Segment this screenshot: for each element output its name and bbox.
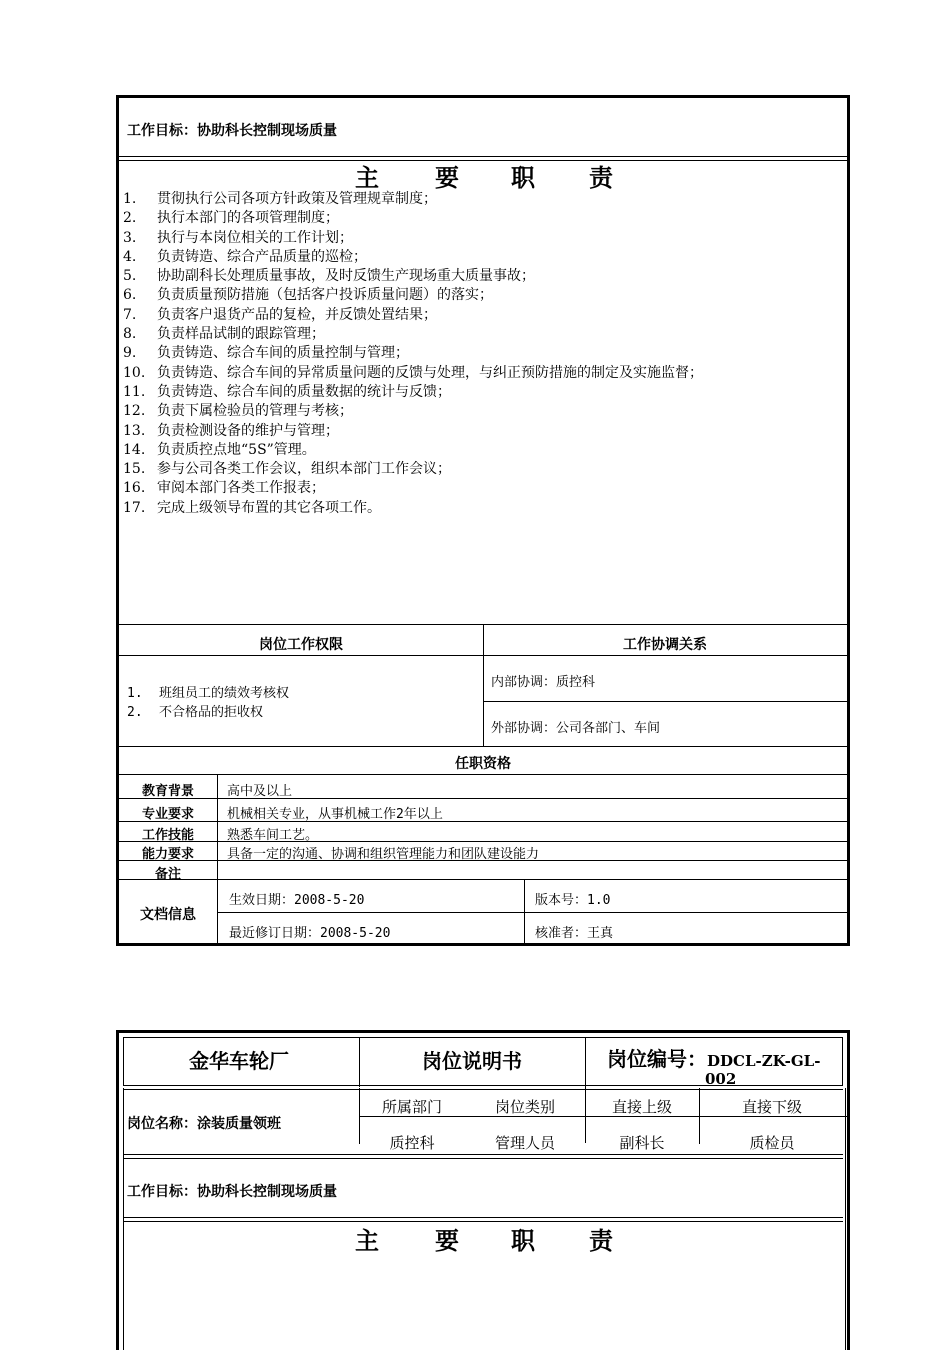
work-goal: 工作目标：协助科长控制现场质量 xyxy=(127,123,337,139)
duty-item: 13. 负责检测设备的维护与管理； xyxy=(123,422,339,439)
duty-item: 7. 负责客户退货产品的复检，并反馈处置结果； xyxy=(123,306,437,323)
approver: 核准者：王真 xyxy=(535,926,614,941)
duties-title-char: 要 xyxy=(435,163,459,192)
divider xyxy=(845,1088,846,1350)
qualification-label: 专业要求 xyxy=(141,807,194,822)
authority-list xyxy=(127,684,289,722)
duty-item: 17. 完成上级领导布置的其它各项工作。 xyxy=(123,499,381,516)
divider xyxy=(483,701,847,702)
divider xyxy=(119,746,847,747)
duty-item: 6. 负责质量预防措施（包括客户投诉质量问题）的落实； xyxy=(123,287,493,304)
qualification-header: 任职资格 xyxy=(455,756,511,772)
qualification-value: 高中及以上 xyxy=(227,784,293,799)
duty-item: 10. 负责铸造、综合车间的异常质量问题的反馈与处理，与纠正预防措施的制定及实施监督； xyxy=(123,364,703,381)
info-value: 质检员 xyxy=(749,1134,795,1152)
divider xyxy=(119,860,847,861)
duties-title-char: 要 xyxy=(435,1226,459,1255)
effective-date: 生效日期：2008-5-20 xyxy=(229,893,365,908)
duty-item: 14. 负责质控点地“5S”管理。 xyxy=(123,441,316,458)
duty-item: 2. 执行本部门的各项管理制度； xyxy=(123,210,339,227)
duty-item: 1. 贯彻执行公司各项方针政策及管理规章制度； xyxy=(123,191,437,207)
info-header: 直接上级 xyxy=(611,1098,672,1116)
info-value: 质控科 xyxy=(389,1134,435,1152)
duty-item: 12. 负责下属检验员的管理与考核； xyxy=(123,403,353,420)
duties-title-char: 主 xyxy=(355,163,379,192)
work-goal: 工作目标：协助科长控制现场质量 xyxy=(127,1184,337,1200)
duty-item: 5. 协助副科长处理质量事故，及时反馈生产现场重大质量事故； xyxy=(123,268,535,285)
duty-item: 16. 审阅本部门各类工作报表； xyxy=(123,480,325,497)
duties-title-char: 责 xyxy=(589,163,613,192)
revision-date: 最近修订日期：2008-5-20 xyxy=(229,926,391,941)
duties-title-char: 职 xyxy=(511,163,535,192)
duty-item: 9. 负责铸造、综合车间的质量控制与管理； xyxy=(123,345,409,362)
divider xyxy=(119,841,847,842)
qualification-label: 工作技能 xyxy=(141,828,194,843)
duties-list-area xyxy=(119,190,847,620)
info-value: 副科长 xyxy=(619,1134,665,1152)
duty-item: 15. 参与公司各类工作会议，组织本部门工作会议； xyxy=(123,461,451,478)
divider xyxy=(119,774,847,775)
authority-item: 1. 班组员工的绩效考核权 xyxy=(127,686,290,701)
duty-item: 4. 负责铸造、综合产品质量的巡检； xyxy=(123,248,367,265)
divider xyxy=(123,1085,843,1090)
divider xyxy=(524,879,525,943)
qualification-value: 具备一定的沟通、协调和组织管理能力和团队建设能力 xyxy=(227,847,540,862)
job-description-page-1 xyxy=(116,95,850,946)
version: 版本号：1.0 xyxy=(535,893,611,908)
internal-coordination: 内部协调：质控科 xyxy=(491,675,596,690)
qualification-label: 备注 xyxy=(154,867,181,882)
authority-item: 2. 不合格品的拒收权 xyxy=(127,705,264,720)
divider xyxy=(217,774,218,943)
divider xyxy=(217,912,847,913)
divider xyxy=(119,655,847,656)
info-header: 所属部门 xyxy=(381,1098,442,1116)
duties-title-char: 职 xyxy=(511,1226,535,1255)
duty-item: 8. 负责样品试制的跟踪管理； xyxy=(123,326,325,343)
divider xyxy=(119,821,847,822)
company-name: 金华车轮厂 xyxy=(189,1049,289,1073)
duty-item: 11. 负责铸造、综合车间的质量数据的统计与反馈； xyxy=(123,383,451,400)
external-coordination: 外部协调：公司各部门、车间 xyxy=(491,721,661,736)
divider xyxy=(123,1217,843,1222)
divider xyxy=(585,1037,586,1143)
info-header: 岗位类别 xyxy=(494,1098,555,1116)
post-number: 岗位编号：DDCL-ZK-GL- 002 xyxy=(607,1047,821,1088)
duties-title-char: 主 xyxy=(355,1226,379,1255)
document-title: 岗位说明书 xyxy=(422,1049,522,1073)
duties-title xyxy=(119,158,847,190)
qualification-label: 能力要求 xyxy=(141,847,194,862)
duties-list xyxy=(123,190,703,518)
divider xyxy=(119,879,847,880)
info-value: 管理人员 xyxy=(494,1134,555,1152)
divider xyxy=(123,1154,843,1159)
qualification-value: 机械相关专业，从事机械工作2年以上 xyxy=(227,807,443,822)
info-header: 直接下级 xyxy=(741,1098,802,1116)
doc-info-label: 文档信息 xyxy=(140,907,196,923)
post-name: 岗位名称：涂装质量领班 xyxy=(127,1116,281,1132)
authority-header: 岗位工作权限 xyxy=(259,637,343,653)
duty-item: 3. 执行与本岗位相关的工作计划； xyxy=(123,229,353,246)
qualification-label: 教育背景 xyxy=(141,784,194,799)
divider xyxy=(119,798,847,799)
qualification-value: 熟悉车间工艺。 xyxy=(227,828,319,843)
duties-title-char: 责 xyxy=(589,1226,613,1255)
job-description-page-2 xyxy=(116,1030,850,1350)
coordination-header: 工作协调关系 xyxy=(623,637,707,653)
